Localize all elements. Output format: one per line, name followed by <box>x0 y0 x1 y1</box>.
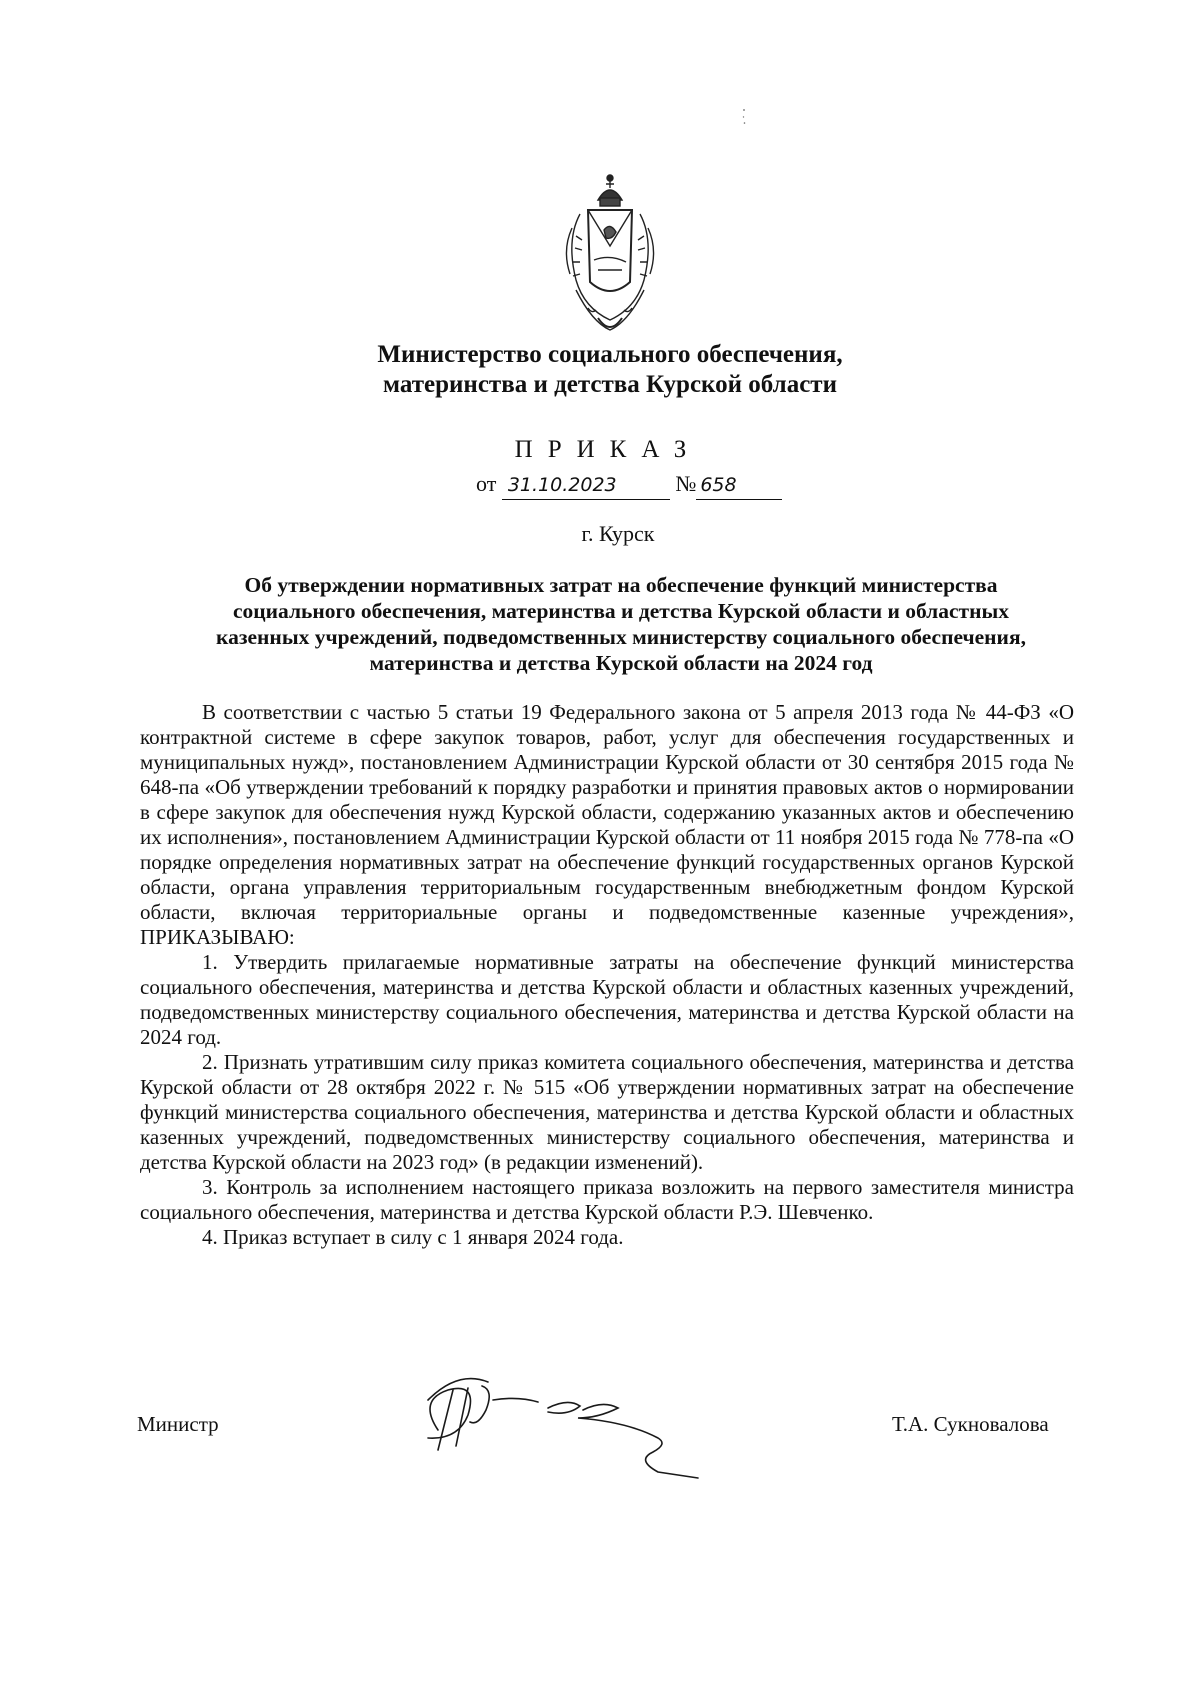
ministry-name-line-1: Министерство социального обеспечения, <box>377 341 843 368</box>
number-prefix: № <box>675 471 697 496</box>
clause-2-paragraph: 2. Признать утратившим силу приказ комитета социального обеспечения, материнства и детства Курской области от 28 октября 2022 г. № 515 «Об утверждении нормативных затрат на обеспечение функций министерства социального обеспечения, материнства и детства Курской области и областных казенных учреждений, подведомственных министерству социального обеспечения, материнства и детства Курской области на 2023 год» (в редакции изменений). <box>140 1050 1074 1174</box>
clause-1-paragraph: 1. Утвердить прилагаемые нормативные затраты на обеспечение функций министерства социального обеспечения, материнства и детства Курской области и областных казенных учреждений, подведомственных министерству социального обеспечения, материнства и детства Курской области на 2024 год. <box>140 950 1074 1049</box>
scan-speck-mark <box>742 108 746 126</box>
clause-3-paragraph: 3. Контроль за исполнением настоящего приказа возложить на первого заместителя министра социального обеспечения, материнства и детства Курской области Р.Э. Шевченко. <box>140 1175 1074 1224</box>
document-type-title: ПРИКАЗ <box>514 436 702 463</box>
subject-line-2: социального обеспечения, материнства и детства Курской области и областных <box>232 599 1010 623</box>
signatory-name: Т.А. Сукновалова <box>892 1412 1049 1436</box>
subject-line-1: Об утверждении нормативных затрат на обеспечение функций министерства <box>244 573 998 597</box>
date-number-line <box>476 470 782 500</box>
coat-of-arms-emblem <box>558 170 662 338</box>
subject-line-4: материнства и детства Курской области на 2024 год <box>369 651 873 675</box>
subject-line-3: казенных учреждений, подведомственных министерству социального обеспечения, <box>216 625 1026 649</box>
handwritten-signature <box>398 1360 718 1480</box>
date-prefix: от <box>476 471 497 496</box>
order-body <box>140 700 1074 1250</box>
date-value: 31.10.2023 <box>502 471 670 500</box>
city-label: г. Курск <box>581 521 655 546</box>
signatory-role: Министр <box>137 1412 219 1436</box>
number-value: 658 <box>696 471 782 500</box>
ministry-name-line-2: материнства и детства Курской области <box>383 371 837 398</box>
preamble-paragraph: В соответствии с частью 5 статьи 19 Федерального закона от 5 апреля 2013 года № 44-ФЗ «О контрактной системе в сфере закупок товаров, работ, услуг для обеспечения государственных и муниципальных нужд», постановлением Администрации Курской области от 30 сентября 2015 года № 648-па «Об утверждении требований к порядку разработки и принятия правовых актов о нормировании в сфере закупок для обеспечения нужд Курской области, содержанию указанных актов и обеспечению их исполнения», постановлением Администрации Курской области от 11 ноября 2015 года № 778-па «О порядке определения нормативных затрат на обеспечение функций государственных органов Курской области, органа управления территориальным государственным внебюджетным фондом Курской области, включая территориальные органы и подведомственные казенные учреждения», ПРИКАЗЫВАЮ: <box>140 700 1074 949</box>
clause-4-paragraph: 4. Приказ вступает в силу с 1 января 2024 года. <box>202 1225 624 1249</box>
